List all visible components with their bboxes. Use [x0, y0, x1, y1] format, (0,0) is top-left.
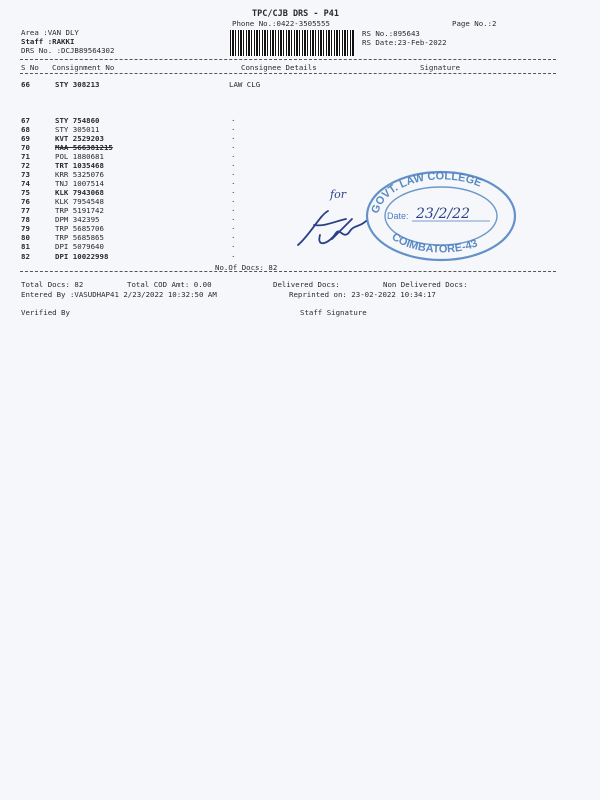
row-consignment: TRP 5685865	[55, 233, 104, 242]
row-consignment: POL 1880681	[55, 152, 104, 161]
row-sno: 81	[21, 242, 30, 251]
delivered-docs: Delivered Docs:	[273, 280, 340, 289]
row-sno: 66	[21, 80, 30, 89]
column-sno: S No	[21, 63, 39, 72]
header-divider-bottom	[20, 73, 556, 74]
row-consignment: KVT 2529203	[55, 134, 104, 143]
row-sno: 78	[21, 215, 30, 224]
row-dot: ·	[231, 179, 236, 188]
row-consignee: LAW CLG	[229, 80, 261, 89]
row-sno: 75	[21, 188, 30, 197]
total-docs: Total Docs: 82	[21, 280, 84, 289]
stamp-bottom-text: COIMBATORE-43	[389, 230, 480, 256]
row-consignment: STY 754860	[55, 116, 100, 125]
barcode	[230, 30, 354, 56]
row-consignment: DPI 5079640	[55, 242, 104, 251]
row-sno: 67	[21, 116, 30, 125]
row-sno: 68	[21, 125, 30, 134]
for-mark: for	[330, 188, 346, 201]
stamp-top-text: GOVT. LAW COLLEGE	[369, 170, 484, 215]
column-consignee: Consignee Details	[241, 63, 317, 72]
page-number: Page No.:2	[452, 19, 497, 28]
row-consignment: DPM 342395	[55, 215, 100, 224]
entered-by: Entered By :VASUDHAP41 2/23/2022 10:32:50 AM	[21, 290, 217, 299]
row-dot: ·	[231, 116, 236, 125]
reprinted-on: Reprinted on: 23-02-2022 10:34:17	[289, 290, 436, 299]
college-stamp	[364, 166, 518, 262]
row-dot: ·	[231, 233, 236, 242]
staff-signature: Staff Signature	[300, 308, 367, 317]
doc-count: No.Of Docs: 82	[215, 263, 278, 272]
row-sno: 80	[21, 233, 30, 242]
non-delivered-docs: Non Delivered Docs:	[383, 280, 468, 289]
row-sno: 70	[21, 143, 30, 152]
verified-by: Verified By	[21, 308, 70, 317]
rs-date: RS Date:23-Feb-2022	[362, 38, 447, 47]
staff-label: Staff :RAKKI	[21, 37, 75, 46]
report-title: TPC/CJB DRS - P41	[252, 9, 339, 19]
total-cod-amount: Total COD Amt: 0.00	[127, 280, 212, 289]
row-dot: ·	[231, 143, 236, 152]
row-consignment: KRR 5325076	[55, 170, 104, 179]
area-label: Area :VAN DLY	[21, 28, 79, 37]
column-consignment: Consignment No	[52, 63, 115, 72]
row-dot: ·	[231, 170, 236, 179]
row-dot: ·	[231, 206, 236, 215]
row-sno: 73	[21, 170, 30, 179]
row-dot: ·	[231, 125, 236, 134]
row-sno: 77	[21, 206, 30, 215]
row-dot: ·	[231, 188, 236, 197]
header-divider-top	[20, 59, 556, 60]
svg-text:COIMBATORE-43	[389, 231, 479, 256]
row-sno: 69	[21, 134, 30, 143]
row-dot: ·	[231, 134, 236, 143]
row-consignment: TRP 5685706	[55, 224, 104, 233]
row-dot: ·	[231, 242, 236, 251]
stamp-date-handwritten: 23/2/22	[416, 206, 470, 222]
row-dot: ·	[231, 152, 236, 161]
table-divider-bottom	[20, 271, 556, 272]
column-signature: Signature	[420, 63, 461, 72]
stamp-date-label: Date:	[387, 211, 409, 221]
row-sno: 72	[21, 161, 30, 170]
row-consignment: TRP 5191742	[55, 206, 104, 215]
row-consignment: MAA 566381215	[55, 143, 113, 152]
row-consignment: STY 308213	[55, 80, 100, 89]
row-dot: ·	[231, 252, 236, 261]
row-dot: ·	[231, 224, 236, 233]
row-sno: 82	[21, 252, 30, 261]
row-dot: ·	[231, 161, 236, 170]
row-consignment: TNJ 1007514	[55, 179, 104, 188]
row-sno: 79	[21, 224, 30, 233]
drs-number: DRS No. :DCJB89564302	[21, 46, 115, 55]
row-consignment: KLK 7954548	[55, 197, 104, 206]
row-sno: 74	[21, 179, 30, 188]
row-dot: ·	[231, 197, 236, 206]
row-sno: 76	[21, 197, 30, 206]
row-consignment: KLK 7943068	[55, 188, 104, 197]
row-dot: ·	[231, 215, 236, 224]
phone-number: Phone No.:0422-3505555	[232, 19, 330, 28]
row-consignment: DPI 10022998	[55, 252, 109, 261]
handwritten-signature	[290, 205, 370, 253]
row-consignment: TRT 1035468	[55, 161, 104, 170]
rs-number: RS No.:895643	[362, 29, 420, 38]
row-consignment: STY 305011	[55, 125, 100, 134]
row-sno: 71	[21, 152, 30, 161]
